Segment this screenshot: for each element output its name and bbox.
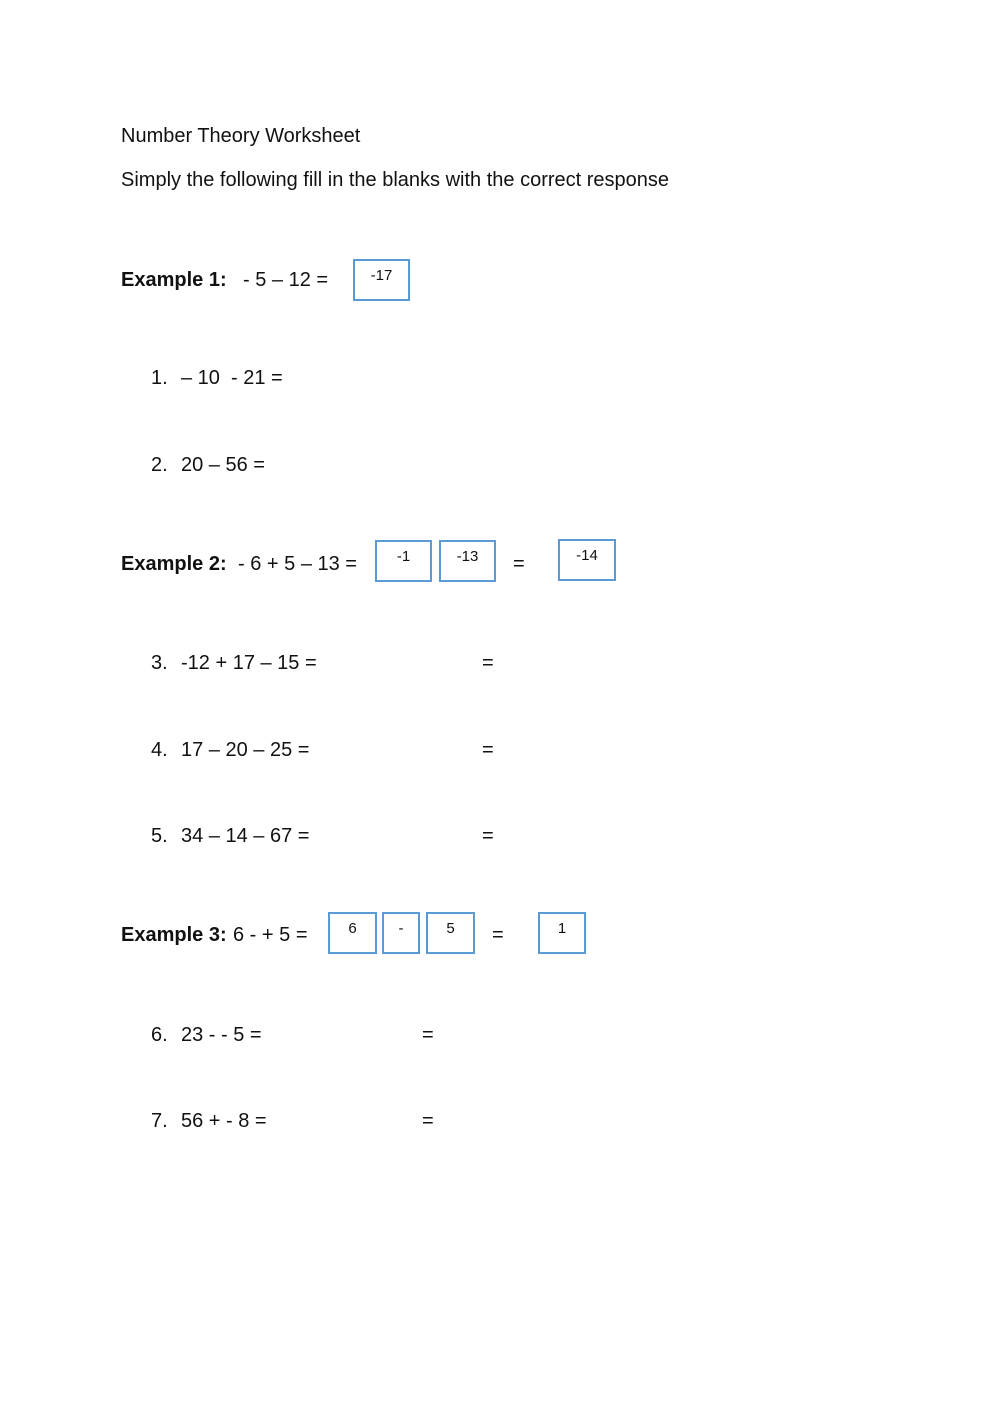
problem-expression: 23 - - 5 = [181,1024,262,1046]
example-label: Example 2: [121,553,227,575]
step-box: 6 [328,912,377,954]
problem-expression: 34 – 14 – 67 = [181,825,310,847]
answer-box: 1 [538,912,586,954]
problem-expression: – 10 - 21 = [181,367,283,389]
problem-number: 2. [151,454,168,476]
example-expression: - 6 + 5 – 13 = [238,553,357,575]
step-box: - [382,912,420,954]
answer-box: -14 [558,539,616,581]
equals-sign: = [482,739,494,761]
equals-sign: = [482,652,494,674]
problem-number: 1. [151,367,168,389]
equals-sign: = [492,924,504,946]
step-box: 5 [426,912,475,954]
step-box: -1 [375,540,432,582]
example-expression: 6 - + 5 = [233,924,308,946]
problem-expression: 20 – 56 = [181,454,265,476]
equals-sign: = [422,1024,434,1046]
problem-expression: -12 + 17 – 15 = [181,652,317,674]
example-label: Example 3: [121,924,227,946]
problem-number: 4. [151,739,168,761]
answer-box: -17 [353,259,410,301]
problem-number: 5. [151,825,168,847]
problem-number: 3. [151,652,168,674]
instructions: Simply the following fill in the blanks with the correct response [121,169,670,191]
problem-expression: 56 + - 8 = [181,1110,267,1132]
step-box: -13 [439,540,496,582]
equals-sign: = [422,1110,434,1132]
example-expression: - 5 – 12 = [243,269,329,291]
worksheet-title: Number Theory Worksheet [121,125,361,147]
example-label: Example 1: [121,269,227,291]
problem-expression: 17 – 20 – 25 = [181,739,310,761]
equals-sign: = [513,553,525,575]
problem-number: 7. [151,1110,168,1132]
equals-sign: = [482,825,494,847]
problem-number: 6. [151,1024,168,1046]
